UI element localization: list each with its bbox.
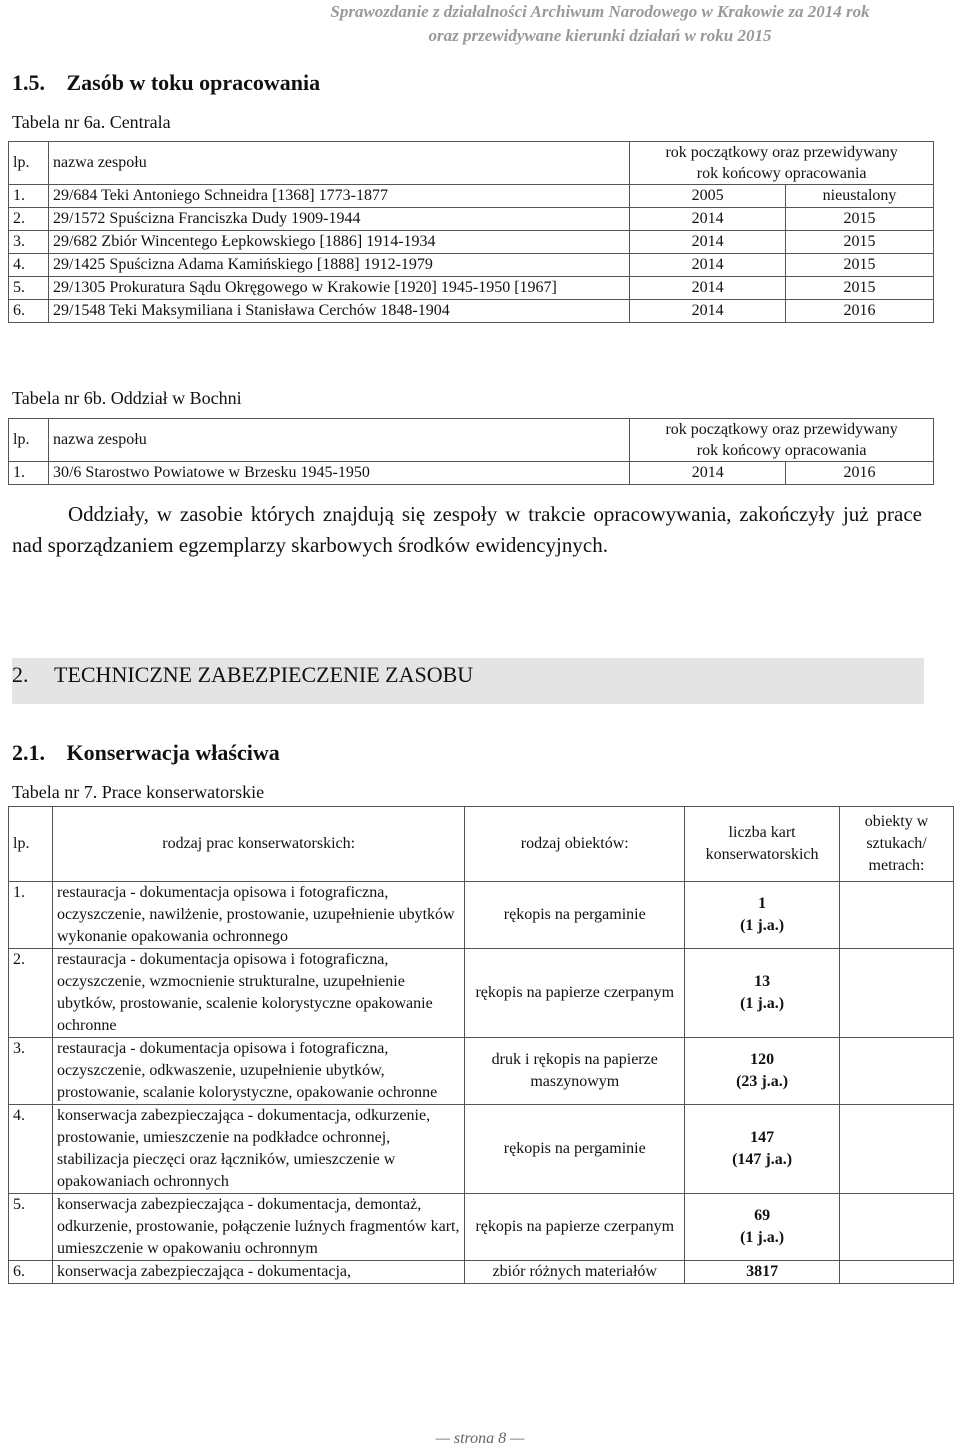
row-lp: 2. [9,949,53,1038]
count-value: 1 [758,895,767,912]
count-value: 120 [750,1051,775,1068]
row-count [685,1038,840,1105]
section-1-5-heading [12,70,320,96]
row-count: 3817 [685,1261,840,1284]
count-value: 13 [754,973,771,990]
row-count [685,1194,840,1261]
row-lp: 6. [9,300,49,323]
header-objects: rodzaj obiektów: [465,807,685,882]
header-lp: lp. [9,142,49,185]
row-pieces [840,1194,954,1261]
row-lp: 1. [9,185,49,208]
table-7-caption: Tabela nr 7. Prace konserwatorskie [12,782,265,802]
row-objects: rękopis na papierze czerpanym [465,1194,685,1261]
table-row [9,882,954,949]
row-count [685,949,840,1038]
row-lp: 3. [9,231,49,254]
table-row [9,462,934,485]
row-end: 2016 [786,300,934,323]
section-number: 2. [12,662,29,687]
section-title: Zasób w toku opracowania [66,70,321,95]
row-lp: 1. [9,462,49,485]
count-value: 69 [754,1207,771,1224]
row-lp: 2. [9,208,49,231]
count-units: (1 j.a.) [740,1229,785,1246]
header-years-bottom: rok końcowy opracowania [696,442,867,459]
table-row [9,300,934,323]
header-line-1: Sprawozdanie z działalności Archiwum Narodowego w Krakowie za 2014 rok [330,2,870,21]
table-row [9,208,934,231]
row-start: 2005 [630,185,786,208]
row-pieces [840,1261,954,1284]
row-name: 29/1305 Prokuratura Sądu Okręgowego w Krakowie [1920] 1945-1950 [1967] [48,277,629,300]
table-row [9,1038,954,1105]
count-units: (1 j.a.) [740,917,785,934]
section-title: TECHNICZNE ZABEZPIECZENIE ZASOBU [54,662,474,687]
row-end: 2016 [786,462,934,485]
table-header-row [9,142,934,185]
row-name: 29/1572 Spuścizna Franciszka Dudy 1909-1944 [48,208,629,231]
table-6b-caption: Tabela nr 6b. Oddział w Bochni [12,388,242,408]
section-2-heading [12,662,473,688]
count-units: (1 j.a.) [740,995,785,1012]
table-row [9,1105,954,1194]
row-name: 29/1425 Spuścizna Adama Kamińskiego [1888] 1912-1979 [48,254,629,277]
body-paragraph [12,499,922,561]
header-line-2: oraz przewidywane kierunki działań w roku 2015 [428,26,772,45]
table-header-row [9,807,954,882]
table-row [9,277,934,300]
row-end: 2015 [786,254,934,277]
table-row [9,231,934,254]
header-name: nazwa zespołu [48,142,629,185]
table-6a-caption: Tabela nr 6a. Centrala [12,112,171,132]
row-work: konserwacja zabezpieczająca - dokumentacja, odkurzenie, prostowanie, umieszczenie na podkładce ochronnej, stabilizacja pieczęci oraz łączników, umieszczenie w opakowaniach ochronnych [52,1105,464,1194]
table-row [9,949,954,1038]
row-pieces [840,1038,954,1105]
count-units: (23 j.a.) [736,1073,789,1090]
row-pieces [840,949,954,1038]
table-7 [8,806,954,1284]
row-objects: rękopis na papierze czerpanym [465,949,685,1038]
row-lp: 4. [9,1105,53,1194]
count-value: 147 [750,1129,775,1146]
header-cards: liczba kart konserwatorskich [685,807,840,882]
row-objects: druk i rękopis na papierze maszynowym [465,1038,685,1105]
table-row [9,1261,954,1284]
row-work: konserwacja zabezpieczająca - dokumentacja, [52,1261,464,1284]
row-name: 29/682 Zbiór Wincentego Łepkowskiego [1886] 1914-1934 [48,231,629,254]
table-row [9,254,934,277]
header-pieces: obiekty w sztukach/ metrach: [840,807,954,882]
section-number: 1.5. [12,70,45,95]
table-6b [8,418,934,485]
header-years-top: rok początkowy oraz przewidywany [665,421,898,438]
header-years [630,419,934,462]
row-count [685,882,840,949]
row-start: 2014 [630,277,786,300]
row-start: 2014 [630,208,786,231]
page-header [280,0,920,48]
row-name: 29/684 Teki Antoniego Schneidra [1368] 1773-1877 [48,185,629,208]
header-years-bottom: rok końcowy opracowania [696,165,867,182]
header-work: rodzaj prac konserwatorskich: [52,807,464,882]
row-end: nieustalony [786,185,934,208]
row-end: 2015 [786,231,934,254]
row-pieces [840,882,954,949]
row-work: konserwacja zabezpieczająca - dokumentacja, demontaż, odkurzenie, prostowanie, połączenie luźnych fragmentów kart, umieszczenie w opakowaniu ochronnym [52,1194,464,1261]
table-header-row [9,419,934,462]
paragraph-text: Oddziały, w zasobie których znajdują się zespoły w trakcie opracowywania, zakończyły już prace nad sporządzaniem egzemplarzy skarbowych środków ewidencyjnych. [12,502,922,557]
table-6a [8,141,934,323]
row-objects: zbiór różnych materiałów [465,1261,685,1284]
row-objects: rękopis na pergaminie [465,882,685,949]
row-work: restauracja - dokumentacja opisowa i fotograficzna, oczyszczenie, odkwaszenie, uzupełnienie ubytków, prostowanie, scalanie kolorystyczne, opakowanie ochronne [52,1038,464,1105]
section-title: Konserwacja właściwa [66,740,280,765]
header-years-top: rok początkowy oraz przewidywany [665,144,898,161]
row-objects: rękopis na pergaminie [465,1105,685,1194]
row-lp: 1. [9,882,53,949]
row-end: 2015 [786,277,934,300]
row-pieces [840,1105,954,1194]
row-name: 29/1548 Teki Maksymiliana i Stanisława Cerchów 1848-1904 [48,300,629,323]
table-row [9,185,934,208]
section-2-1-heading [12,740,280,766]
row-start: 2014 [630,462,786,485]
header-name: nazwa zespołu [48,419,629,462]
row-lp: 5. [9,1194,53,1261]
header-lp: lp. [9,419,49,462]
count-units: (147 j.a.) [732,1151,793,1168]
page-footer: — strona 8 — [435,1430,525,1447]
row-lp: 3. [9,1038,53,1105]
row-count [685,1105,840,1194]
section-number: 2.1. [12,740,45,765]
row-start: 2014 [630,300,786,323]
header-years [630,142,934,185]
row-work: restauracja - dokumentacja opisowa i fotograficzna, oczyszczenie, nawilżenie, prostowanie, uzupełnienie ubytków wykonanie opakowania ochronnego [52,882,464,949]
row-work: restauracja - dokumentacja opisowa i fotograficzna, oczyszczenie, wzmocnienie strukturalne, uzupełnienie ubytków, prostowanie, scalenie kolorystyczne opakowanie ochronne [52,949,464,1038]
row-name: 30/6 Starostwo Powiatowe w Brzesku 1945-1950 [48,462,629,485]
row-end: 2015 [786,208,934,231]
row-start: 2014 [630,254,786,277]
row-start: 2014 [630,231,786,254]
row-lp: 5. [9,277,49,300]
header-lp: lp. [9,807,53,882]
table-row [9,1194,954,1261]
row-lp: 6. [9,1261,53,1284]
row-lp: 4. [9,254,49,277]
